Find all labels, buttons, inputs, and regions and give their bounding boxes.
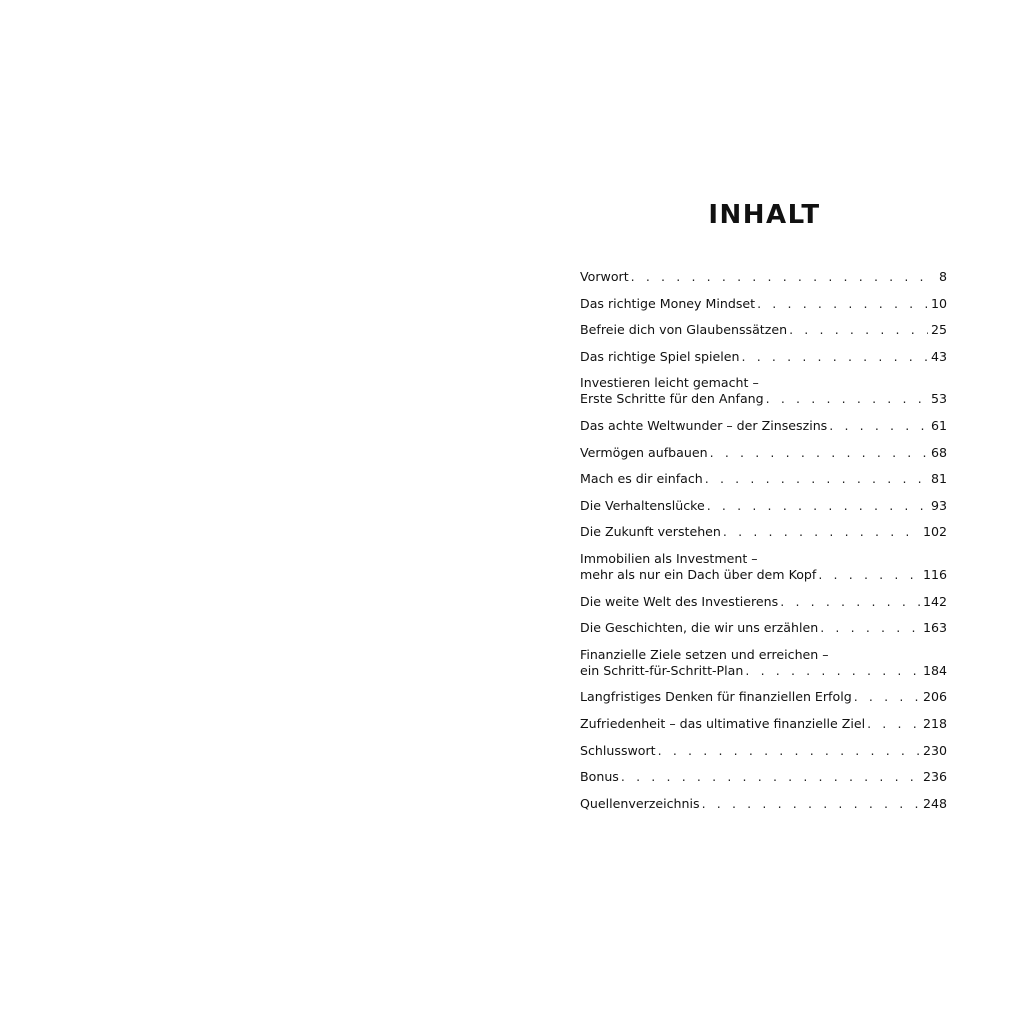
table-of-contents	[580, 196, 947, 822]
toc-entry-page: 81	[930, 471, 947, 487]
toc-entry-title: Erste Schritte für den Anfang	[580, 391, 764, 407]
toc-entry-verhaltensluecke	[580, 498, 947, 514]
toc-entry-title: Quellenverzeichnis	[580, 795, 700, 811]
toc-entry-title: Die Geschichten, die wir uns erzählen	[580, 620, 819, 636]
dot-leader	[742, 349, 928, 365]
toc-entry-spiel-spielen	[580, 349, 947, 365]
toc-entry-bonus	[580, 769, 947, 785]
toc-entry-page: 61	[930, 417, 947, 433]
toc-entry-zufriedenheit	[580, 716, 947, 732]
dot-leader	[723, 524, 920, 540]
toc-entry-vermoegen	[580, 445, 947, 461]
page-title: INHALT	[708, 200, 821, 230]
toc-entry-page: 236	[922, 769, 947, 785]
dot-leader	[705, 471, 928, 487]
dot-leader	[757, 296, 928, 312]
dot-leader	[658, 743, 920, 759]
toc-entry-title: Das achte Weltwunder – der Zinseszins	[580, 417, 828, 433]
toc-entry-investieren	[580, 375, 947, 407]
toc-entry-title: Zufriedenheit – das ultimative finanzielle Ziel	[580, 715, 866, 731]
toc-entry-title: Die weite Welt des Investierens	[580, 593, 779, 609]
dot-leader	[867, 716, 920, 732]
toc-entry-quellenverzeichnis	[580, 796, 947, 812]
toc-entry-zukunft	[580, 524, 947, 540]
toc-entry-title: Bonus	[580, 769, 619, 785]
toc-entry-title-line1: Immobilien als Investment –	[580, 550, 758, 566]
dot-leader	[766, 391, 928, 407]
toc-entry-page: 8	[938, 269, 947, 284]
toc-entry-title: Mach es dir einfach	[580, 471, 703, 487]
toc-entry-title-line1: Investieren leicht gemacht –	[580, 375, 759, 391]
toc-entry-page: 25	[930, 322, 947, 338]
toc-entry-title-line1: Finanzielle Ziele setzen und erreichen –	[580, 646, 829, 662]
toc-entry-title: Die Zukunft verstehen	[580, 524, 721, 540]
toc-entry-title: ein Schritt-für-Schritt-Plan	[580, 662, 744, 678]
toc-entry-title: Das richtige Money Mindset	[580, 295, 756, 311]
dot-leader	[780, 594, 920, 610]
toc-entry-title: Die Verhaltenslücke	[580, 497, 705, 513]
toc-entry-title: mehr als nur ein Dach über dem Kopf	[580, 566, 817, 582]
toc-entry-vorwort	[580, 269, 947, 285]
toc-entry-page: 10	[930, 295, 947, 311]
dot-leader	[621, 769, 920, 785]
toc-entry-title: Vermögen aufbauen	[580, 444, 708, 460]
toc-entry-page: 53	[930, 391, 947, 407]
toc-entry-title: Schlusswort	[580, 742, 656, 758]
toc-entry-page: 43	[930, 348, 947, 364]
dot-leader	[707, 498, 928, 514]
toc-entry-finanzielle-ziele	[580, 647, 947, 679]
toc-entry-title: Langfristiges Denken für finanziellen Erfolg	[580, 689, 852, 705]
dot-leader	[631, 269, 936, 285]
toc-entry-page: 102	[922, 524, 947, 540]
toc-entry-page: 206	[922, 689, 947, 705]
toc-entry-page: 184	[922, 662, 947, 678]
toc-entry-title: Das richtige Spiel spielen	[580, 348, 740, 364]
dot-leader	[710, 445, 928, 461]
dot-leader	[829, 418, 928, 434]
toc-entry-page: 163	[922, 620, 947, 636]
toc-entry-title: Befreie dich von Glaubenssätzen	[580, 322, 788, 338]
toc-entry-glaubenssaetze	[580, 322, 947, 338]
toc-entry-page: 116	[922, 566, 947, 582]
toc-entry-page: 142	[922, 593, 947, 609]
dot-leader	[745, 663, 920, 679]
toc-entry-geschichten	[580, 620, 947, 636]
dot-leader	[702, 796, 920, 812]
toc-entry-page: 230	[922, 742, 947, 758]
dot-leader	[820, 620, 920, 636]
dot-leader	[854, 689, 920, 705]
toc-entry-weite-welt	[580, 594, 947, 610]
toc-entry-page: 248	[922, 795, 947, 811]
toc-entry-einfach	[580, 471, 947, 487]
toc-entry-page: 218	[922, 715, 947, 731]
dot-leader	[818, 567, 920, 583]
toc-entry-money-mindset	[580, 296, 947, 312]
toc-entry-schlusswort	[580, 743, 947, 759]
toc-entry-page: 93	[930, 497, 947, 513]
toc-entry-zinseszins	[580, 418, 947, 434]
toc-entry-title: Vorwort	[580, 269, 629, 284]
dot-leader	[789, 322, 928, 338]
toc-entry-langfristiges-denken	[580, 689, 947, 705]
toc-list	[580, 269, 947, 812]
toc-entry-immobilien	[580, 551, 947, 583]
toc-entry-page: 68	[930, 444, 947, 460]
